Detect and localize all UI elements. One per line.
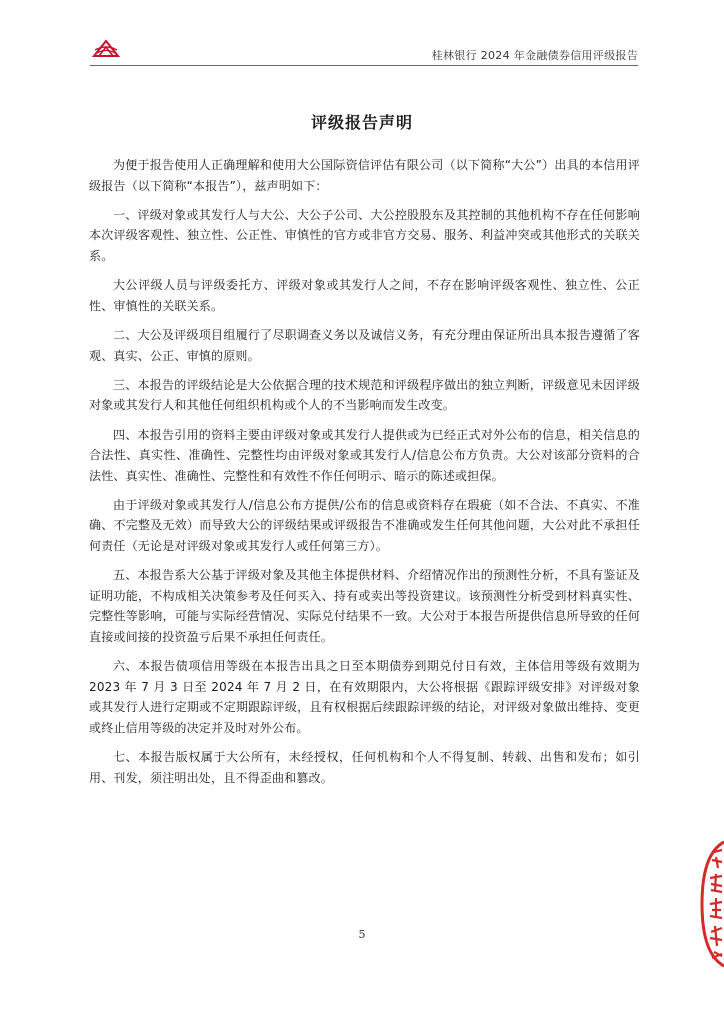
header-divider — [90, 65, 638, 66]
dagong-logo-icon — [92, 38, 120, 58]
paragraph-2: 二、大公及评级项目组履行了尽职调查义务以及诚信义务，有充分理由保证所出具本报告遵循了客观、真实、公正、审慎的原则。 — [89, 327, 640, 363]
paragraph-3: 三、本报告的评级结论是大公依据合理的技术规范和评级程序做出的独立判断，评级意见未因评级对象或其发行人和其他任何组织机构或个人的不当影响而发生改变。 — [89, 377, 640, 413]
page-title: 评级报告声明 — [310, 113, 413, 132]
paragraph-4b: 由于评级对象或其发行人/信息公布方提供/公布的信息或资料存在瑕疵（如不合法、不真实、不准确、不完整及无效）而导致大公的评级结果或评级报告不准确或发生任何其他问题，大公对此不承担任何责任（无论是对评级对象或其发行人或任何第三方）。 — [89, 497, 640, 554]
paragraph-7: 七、本报告版权属于大公所有，未经授权，任何机构和个人不得复制、转载、出售和发布；如引用、刊发，须注明出处，且不得歪曲和篡改。 — [89, 750, 640, 785]
paragraph-1b: 大公评级人员与评级委托方、评级对象或其发行人之间，不存在影响评级客观性、独立性、公正性、审慎性的关联关系。 — [89, 278, 640, 313]
report-header-title: 桂林银行 2024 年金融债券信用评级报告 — [431, 49, 638, 62]
declaration-body — [89, 155, 640, 797]
paragraph-4: 四、本报告引用的资料主要由评级对象或其发行人提供或为已经正式对外公布的信息，相关信息的合法性、真实性、准确性、完整性均由评级对象或其发行人/信息公布方负责。大公对该部分资料的合法性、真实性、准确性、完整性和有效性不作任何明示、暗示的陈述或担保。 — [89, 427, 640, 483]
paragraph-5: 五、本报告系大公基于评级对象及其他主体提供材料、介绍情况作出的预测性分析，不具有鉴证及证明功能，不构成相关决策参考及任何买入、持有或卖出等投资建议。该预测性分析受到材料真实性、完整性等影响，可能与实际经营情况、实际兑付结果不一致。大公对于本报告所提供信息所导致的任何直接或间接的投资盈亏后果不承担任何责任。 — [89, 568, 640, 645]
paragraph-6: 六、本报告债项信用等级在本报告出具之日至本期债券到期兑付日有效，主体信用等级有效期为 2023 年 7 月 3 日至 2024 年 7 月 2 日，在有效期限内，大公将根据《跟踪评级安排》对评级对象或其发行人进行定期或不定期跟踪评级，且有权根据后续跟踪评级的结论，对评级对象做出维持、变更或终止信用等级的决定并及时对外公布。 — [89, 659, 640, 735]
red-seal-icon — [698, 840, 724, 968]
paragraph-intro: 为便于报告使用人正确理解和使用大公国际资信评估有限公司（以下简称“大公”）出具的本信用评级报告（以下简称“本报告”），兹声明如下： — [89, 158, 640, 193]
paragraph-1: 一、评级对象或其发行人与大公、大公子公司、大公控股股东及其控制的其他机构不存在任何影响本次评级客观性、独立性、公正性、审慎性的官方或非官方交易、服务、利益冲突或其他形式的关联关系。 — [89, 207, 640, 263]
page-number: 5 — [358, 928, 366, 941]
